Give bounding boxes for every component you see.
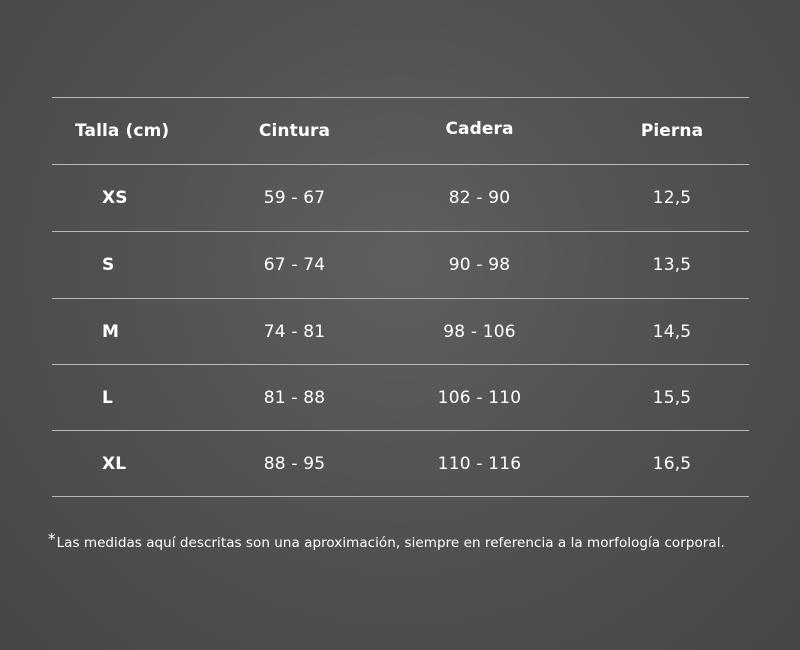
waist-value: 74 - 81 <box>263 321 326 342</box>
table-row <box>52 430 749 497</box>
size-label: M <box>102 321 120 342</box>
table-row <box>52 364 749 430</box>
footnote-text: Las medidas aquí descritas son una aproximación, siempre en referencia a la morfología corporal. <box>56 535 725 551</box>
header-leg: Pierna <box>640 121 704 141</box>
header-waist: Cintura <box>258 121 331 141</box>
size-label: L <box>102 387 114 408</box>
hip-value: 82 - 90 <box>448 188 511 208</box>
table-row <box>52 231 749 298</box>
size-label: S <box>102 255 115 275</box>
table-row <box>52 164 749 231</box>
leg-value: 13,5 <box>652 255 692 275</box>
size-label: XS <box>102 188 128 208</box>
size-label: XL <box>102 453 127 474</box>
header-size: Talla (cm) <box>75 121 170 141</box>
leg-value: 16,5 <box>652 453 692 474</box>
table-header-row <box>52 97 749 164</box>
waist-value: 88 - 95 <box>263 453 326 474</box>
leg-value: 12,5 <box>652 188 692 208</box>
hip-value: 110 - 116 <box>437 453 522 474</box>
hip-value: 98 - 106 <box>443 321 516 342</box>
leg-value: 15,5 <box>652 387 692 408</box>
size-chart-table <box>52 97 749 497</box>
waist-value: 67 - 74 <box>263 255 326 275</box>
hip-value: 90 - 98 <box>448 255 511 275</box>
table-row <box>52 298 749 364</box>
measurement-disclaimer <box>48 530 725 551</box>
waist-value: 59 - 67 <box>263 188 326 208</box>
footnote-asterisk: * <box>48 530 56 548</box>
leg-value: 14,5 <box>652 321 692 342</box>
waist-value: 81 - 88 <box>263 387 326 408</box>
hip-value: 106 - 110 <box>437 387 522 408</box>
header-hip: Cadera <box>445 119 514 139</box>
